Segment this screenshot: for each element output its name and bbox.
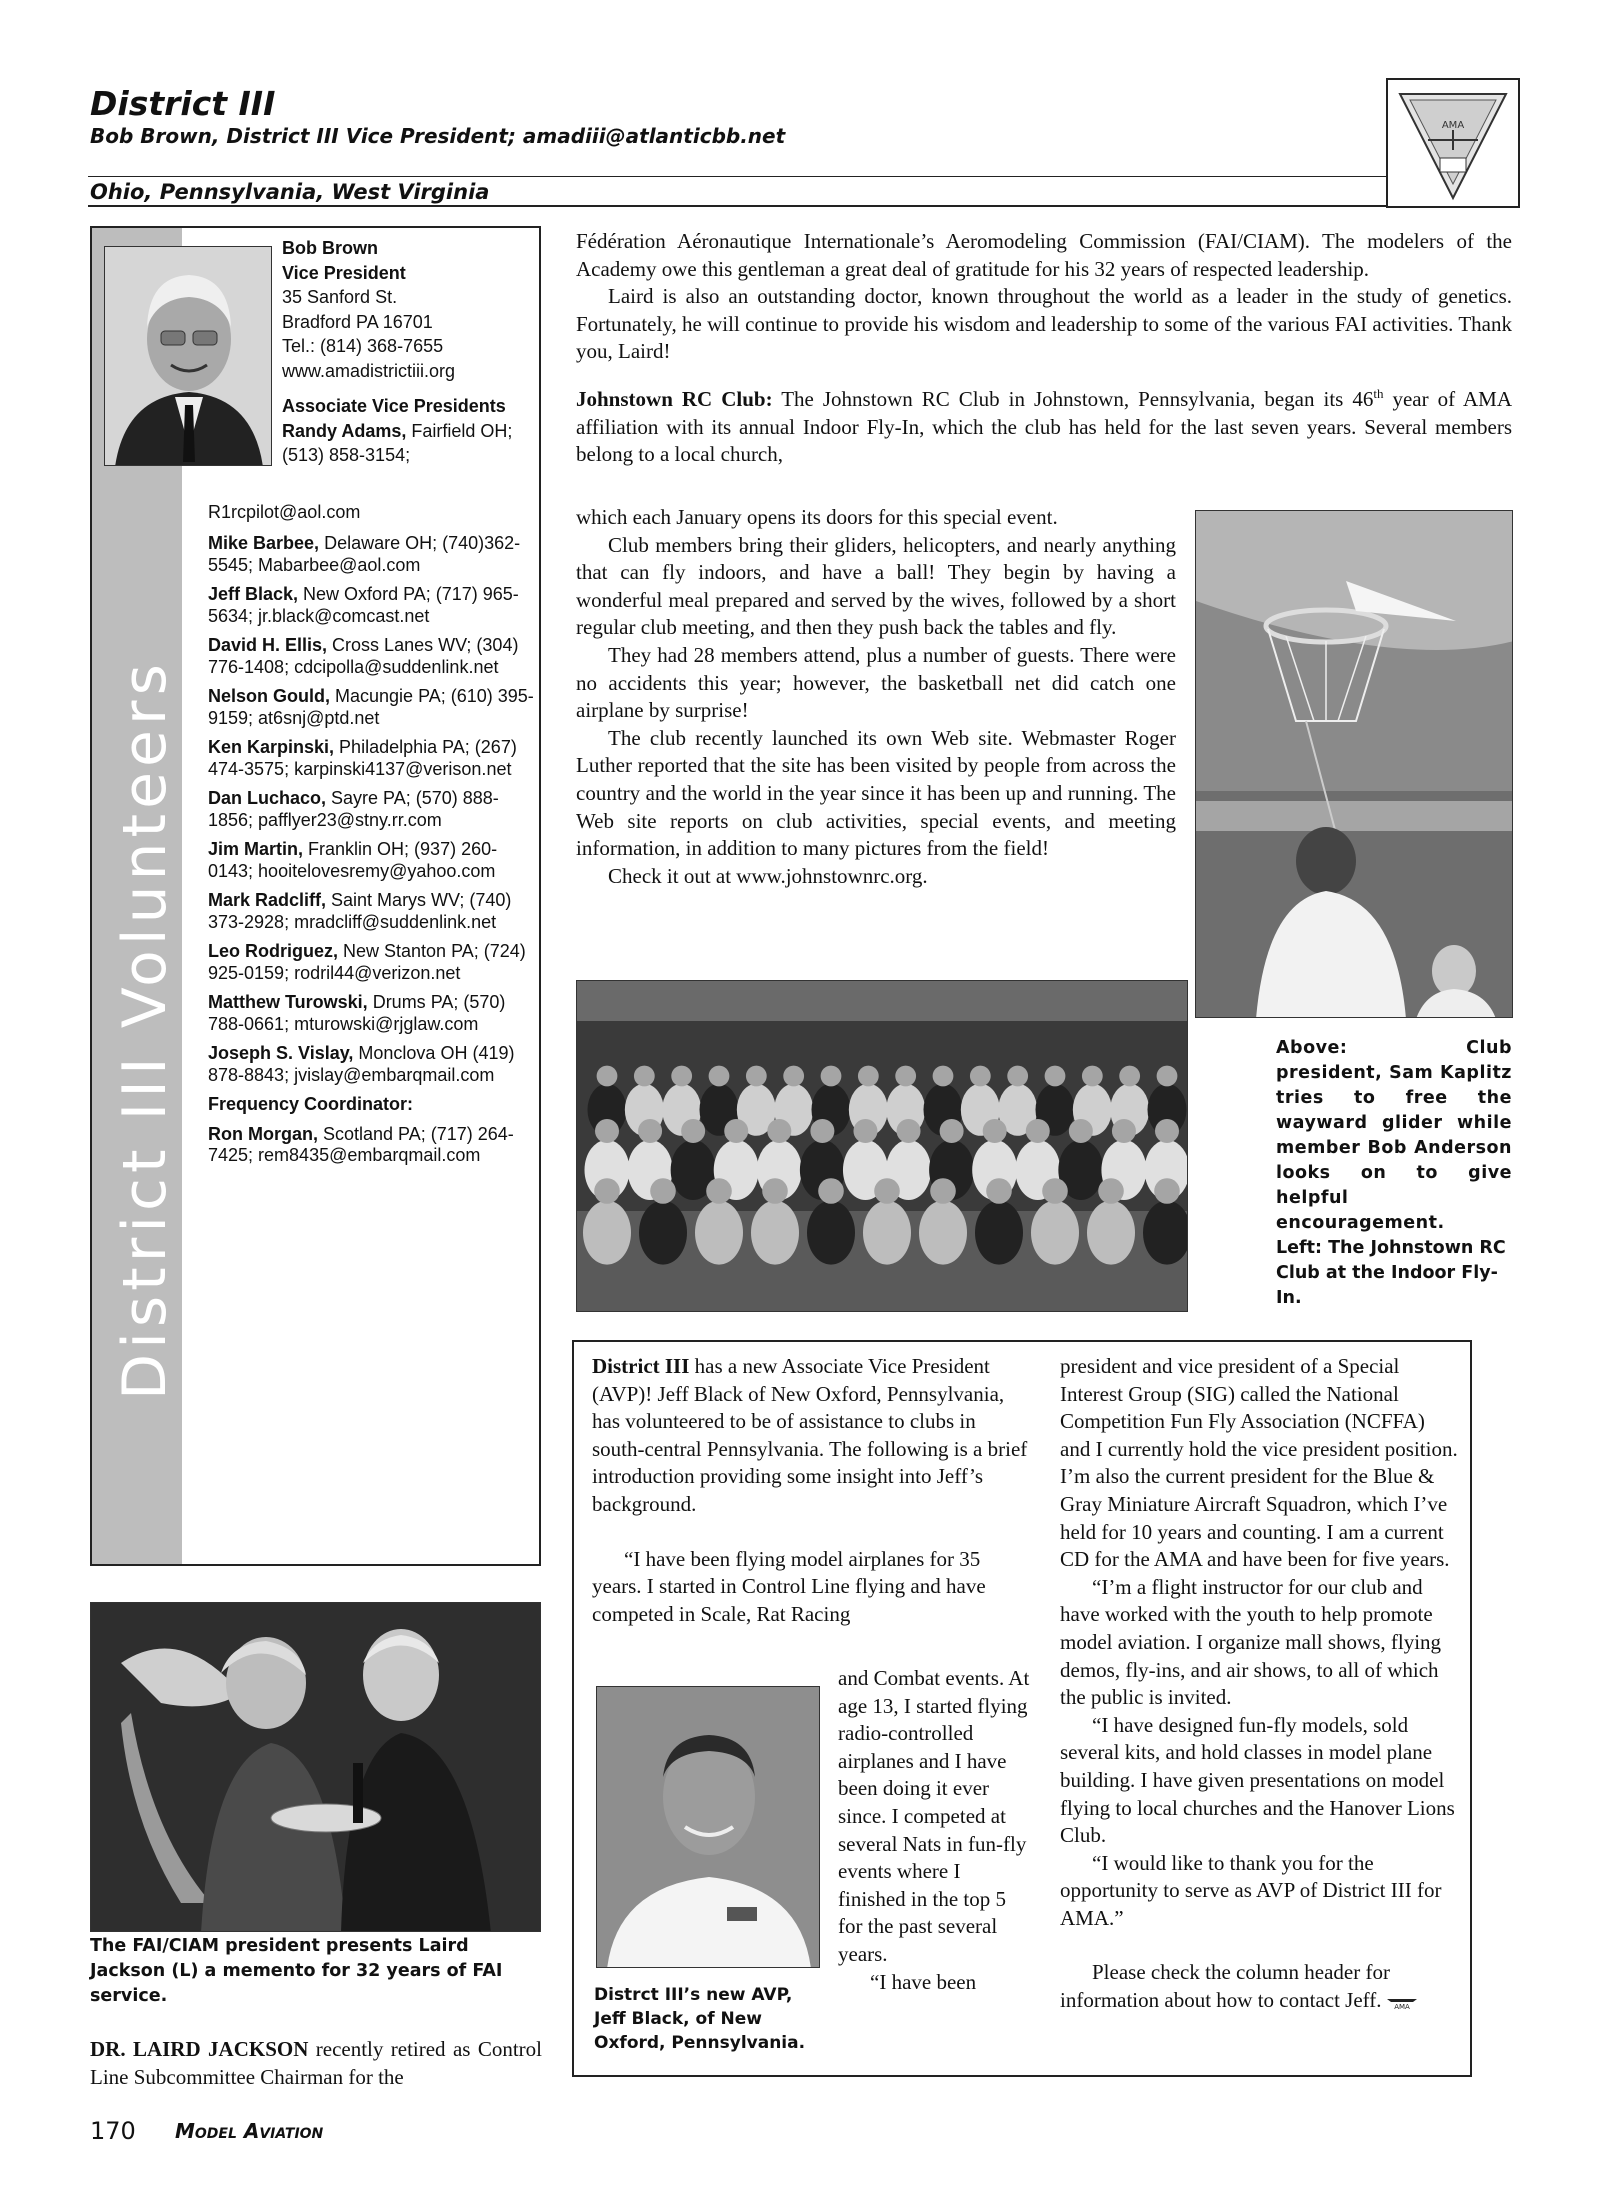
volunteer-details: Drums PA; (570) 788-0661; mturowski@rjglaw.com	[208, 992, 506, 1034]
avp-heading: Associate Vice Presidents	[282, 396, 506, 416]
jeff-black-photo	[596, 1686, 820, 1968]
volunteer-details: Franklin OH; (937) 260-0143; hooitelovesremy@yahoo.com	[208, 839, 498, 881]
volunteer-list	[208, 533, 538, 1175]
jeff-quote1-cont: and Combat events. At age 13, I started flying radio-controlled airplanes and I have been doing it ever since. I competed at several Nats in fun-fly events where I finished in the top 5 for the past several years.	[838, 1666, 1030, 1966]
basketball-net-photo	[1195, 510, 1513, 1018]
volunteer-entry	[208, 788, 538, 831]
article-p1: Fédération Aéronautique Internationale’s Aeromodeling Commission (FAI/CIAM). The modelers of the Academy owe this gentleman a great deal of gratitude for his 32 years of respected leadership.	[576, 229, 1512, 281]
vp-name: Bob Brown	[282, 238, 378, 258]
jeff-intro-bold: District III	[592, 1354, 690, 1378]
vp-contact	[282, 236, 542, 468]
group-photo-caption: Left: The Johnstown RC Club at the Indoor Fly-In.	[1276, 1238, 1506, 1308]
volunteer-entry	[208, 533, 538, 576]
ama-district-logo	[1386, 78, 1520, 208]
avp-first-entry	[282, 419, 542, 468]
magazine-name: Model Aviation	[175, 2119, 324, 2143]
club-p1-b: year of AMA affiliation with its annual Indoor Fly-In, which the club has held for the last seven years. Several members belong to a local church,	[576, 386, 1512, 467]
vp-phone: Tel.: (814) 368-7655	[282, 336, 444, 356]
laird-name: DR. LAIRD JACKSON	[90, 2037, 309, 2061]
avp-first-name: Randy Adams,	[282, 420, 407, 441]
volunteer-details: Sayre PA; (570) 888-1856; pafflyer23@stny.rr.com	[208, 788, 499, 830]
volunteer-entry	[208, 992, 538, 1035]
club-p1-c: which each January opens its doors for this special event.	[576, 505, 1058, 529]
volunteer-name: Ken Karpinski,	[208, 737, 335, 757]
volunteer-entry	[208, 635, 538, 678]
laird-intro	[90, 2036, 542, 2091]
ama-end-icon	[1387, 1995, 1417, 2009]
club-p5: Check it out at www.johnstownrc.org.	[608, 863, 928, 888]
volunteer-details: New Stanton PA; (724) 925-0159; rodril44@verizon.net	[208, 941, 526, 983]
volunteer-name: Nelson Gould,	[208, 686, 331, 706]
ama-end-icon-text: AMA	[1393, 2003, 1410, 2010]
club-article	[576, 504, 1176, 890]
laird-jackson-photo	[90, 1602, 541, 1932]
club-p1	[576, 380, 1512, 469]
jeff-quote2-start: “I have been	[870, 1969, 977, 1994]
volunteer-entry	[208, 839, 538, 882]
jeff-r5	[1060, 1959, 1460, 2014]
avp-first-email[interactable]: R1rcpilot@aol.com	[208, 502, 361, 522]
page-number: 170	[90, 2117, 136, 2145]
club-heading: Johnstown RC Club:	[576, 386, 773, 411]
avp-first-details: Fairfield OH; (513) 858-3154;	[282, 420, 513, 465]
jeff-r1: president and vice president of a Special Interest Group (SIG) called the National Competition Fun Fly Association (NCFFA) and I currently hold the vice president position. I’m also the current president for the Blue & Gray Miniature Aircraft Squadron, which I’ve held for 10 years and counting. I am a current CD for the AMA and have been for five years.	[1060, 1354, 1458, 1572]
laird-photo-caption: The FAI/CIAM president presents Laird Jackson (L) a memento for 32 years of FAI service.	[90, 1936, 503, 2006]
club-p4: The club recently launched its own Web site. Webmaster Roger Luther reported that the site has been visited by people from across the country and the world in the year since it has been up and running. The Web site reports on club activities, special events, and meeting information, in addition to many pictures from the field!	[576, 725, 1176, 861]
article-p2: Laird is also an outstanding doctor, known throughout the world as a leader in the study of genetics. Fortunately, he will continue to provide his wisdom and leadership to some of the various FAI activities. Thank you, Laird!	[576, 284, 1512, 364]
jeff-r4: “I would like to thank you for the opportunity to serve as AVP of District III for AMA.”	[1060, 1850, 1442, 1930]
bob-brown-photo	[104, 246, 272, 466]
volunteer-name: Frequency Coordinator:	[208, 1094, 414, 1114]
volunteer-entry	[208, 1094, 538, 1116]
club-p1-a: The Johnstown RC Club in Johnstown, Pennsylvania, began its 46	[772, 386, 1374, 411]
volunteer-name: Jeff Black,	[208, 584, 299, 604]
johnstown-club-group-photo	[576, 980, 1188, 1312]
laird-intro-rest: recently retired as Control Line Subcommittee Chairman for the	[90, 2037, 542, 2089]
page-title: District III	[90, 84, 276, 123]
volunteer-details: Macungie PA; (610) 395-9159; at6snj@ptd.net	[208, 686, 534, 728]
article-top	[576, 228, 1512, 469]
jeff-narrow-column	[838, 1665, 1032, 1996]
volunteer-entry	[208, 1124, 538, 1167]
jeff-r3: “I have designed fun-fly models, sold several kits, and hold classes in model plane building. I have given presentations on model flying to local churches and the Hanover Lions Club.	[1060, 1712, 1455, 1848]
jeff-right-column	[1060, 1353, 1460, 2015]
page-subtitle: Bob Brown, District III Vice President; amadiii@atlanticbb.net	[90, 124, 786, 148]
volunteer-details: Scotland PA; (717) 264-7425; rem8435@embarqmail.com	[208, 1123, 514, 1165]
jeff-left-column	[592, 1353, 1028, 1628]
volunteer-name: Dan Luchaco,	[208, 788, 327, 808]
jeff-intro-rest: has a new Associate Vice President (AVP)! Jeff Black of New Oxford, Pennsylvania, has volunteered to be of assistance to clubs in south-central Pennsylvania. The following is a brief introduction providing some insight into Jeff’s background.	[592, 1354, 1028, 1516]
jeff-r5-text: Please check the column header for information about how to contact Jeff.	[1060, 1960, 1390, 2013]
header-rule	[88, 176, 1386, 177]
club-p1-sup: th	[1373, 385, 1384, 401]
jeff-intro	[592, 1353, 1028, 1519]
logo-text: AMA	[1441, 120, 1465, 131]
vp-title: Vice President	[282, 262, 406, 283]
volunteer-name: Mark Radcliff,	[208, 890, 327, 910]
volunteer-entry	[208, 686, 538, 729]
volunteer-name: Joseph S. Vislay,	[208, 1043, 354, 1063]
header-rule-bottom	[88, 205, 1386, 207]
basketball-photo-caption: Above: Club president, Sam Kaplitz tries to free the wayward glider while member Bob Anderson looks on to give helpful encouragement.	[1276, 1038, 1512, 1233]
club-p2: Club members bring their gliders, helicopters, and nearly anything that can fly indoors, and have a ball! They begin by having a wonderful meal prepared and served by the wives, followed by a short regular club meeting, and then they push back the tables and fly.	[576, 532, 1176, 640]
volunteer-details: Cross Lanes WV; (304) 776-1408; cdcipolla@suddenlink.net	[208, 635, 519, 677]
volunteer-details: Monclova OH (419) 878-8843; jvislay@embarqmail.com	[208, 1043, 515, 1085]
volunteer-name: Mike Barbee,	[208, 533, 320, 553]
volunteer-name: David H. Ellis,	[208, 635, 328, 655]
volunteer-entry	[208, 890, 538, 933]
jeff-quote1: “I have been flying model airplanes for 35 years. I started in Control Line flying and have competed in Scale, Rat Racing	[592, 1546, 986, 1626]
volunteer-name: Leo Rodriguez,	[208, 941, 338, 961]
vp-website[interactable]: www.amadistrictiii.org	[282, 360, 456, 381]
states-line: Ohio, Pennsylvania, West Virginia	[90, 180, 490, 204]
vp-address2: Bradford PA 16701	[282, 311, 433, 332]
volunteer-details: Philadelphia PA; (267) 474-3575; karpinski4137@verison.net	[208, 737, 517, 779]
volunteer-name: Jim Martin,	[208, 839, 304, 859]
volunteer-details: New Oxford PA; (717) 965-5634; jr.black@comcast.net	[208, 584, 519, 626]
volunteer-entry	[208, 1043, 538, 1086]
jeff-photo-caption: Distrct III’s new AVP, Jeff Black, of New Oxford, Pennsylvania.	[594, 1985, 806, 2053]
volunteer-details: Saint Marys WV; (740) 373-2928; mradcliff@suddenlink.net	[208, 890, 512, 932]
volunteer-entry	[208, 941, 538, 984]
vp-address1: 35 Sanford St.	[282, 287, 398, 307]
volunteer-name: Ron Morgan,	[208, 1123, 318, 1144]
volunteer-details: Delaware OH; (740)362-5545; Mabarbee@aol.com	[208, 533, 521, 575]
volunteer-entry	[208, 737, 538, 780]
volunteer-entry	[208, 584, 538, 627]
jeff-r2: “I’m a flight instructor for our club and have worked with the youth to help promote model aviation. I organize mall shows, flying demos, fly-ins, and air shows, to all of which the public is invited.	[1060, 1574, 1442, 1710]
club-p3: They had 28 members attend, plus a number of guests. There were no accidents this year; however, the basketball net did catch one airplane by surprise!	[576, 642, 1176, 723]
volunteer-name: Matthew Turowski,	[208, 992, 368, 1012]
sidebar-vertical-label: District III Volunteers	[110, 659, 180, 1400]
